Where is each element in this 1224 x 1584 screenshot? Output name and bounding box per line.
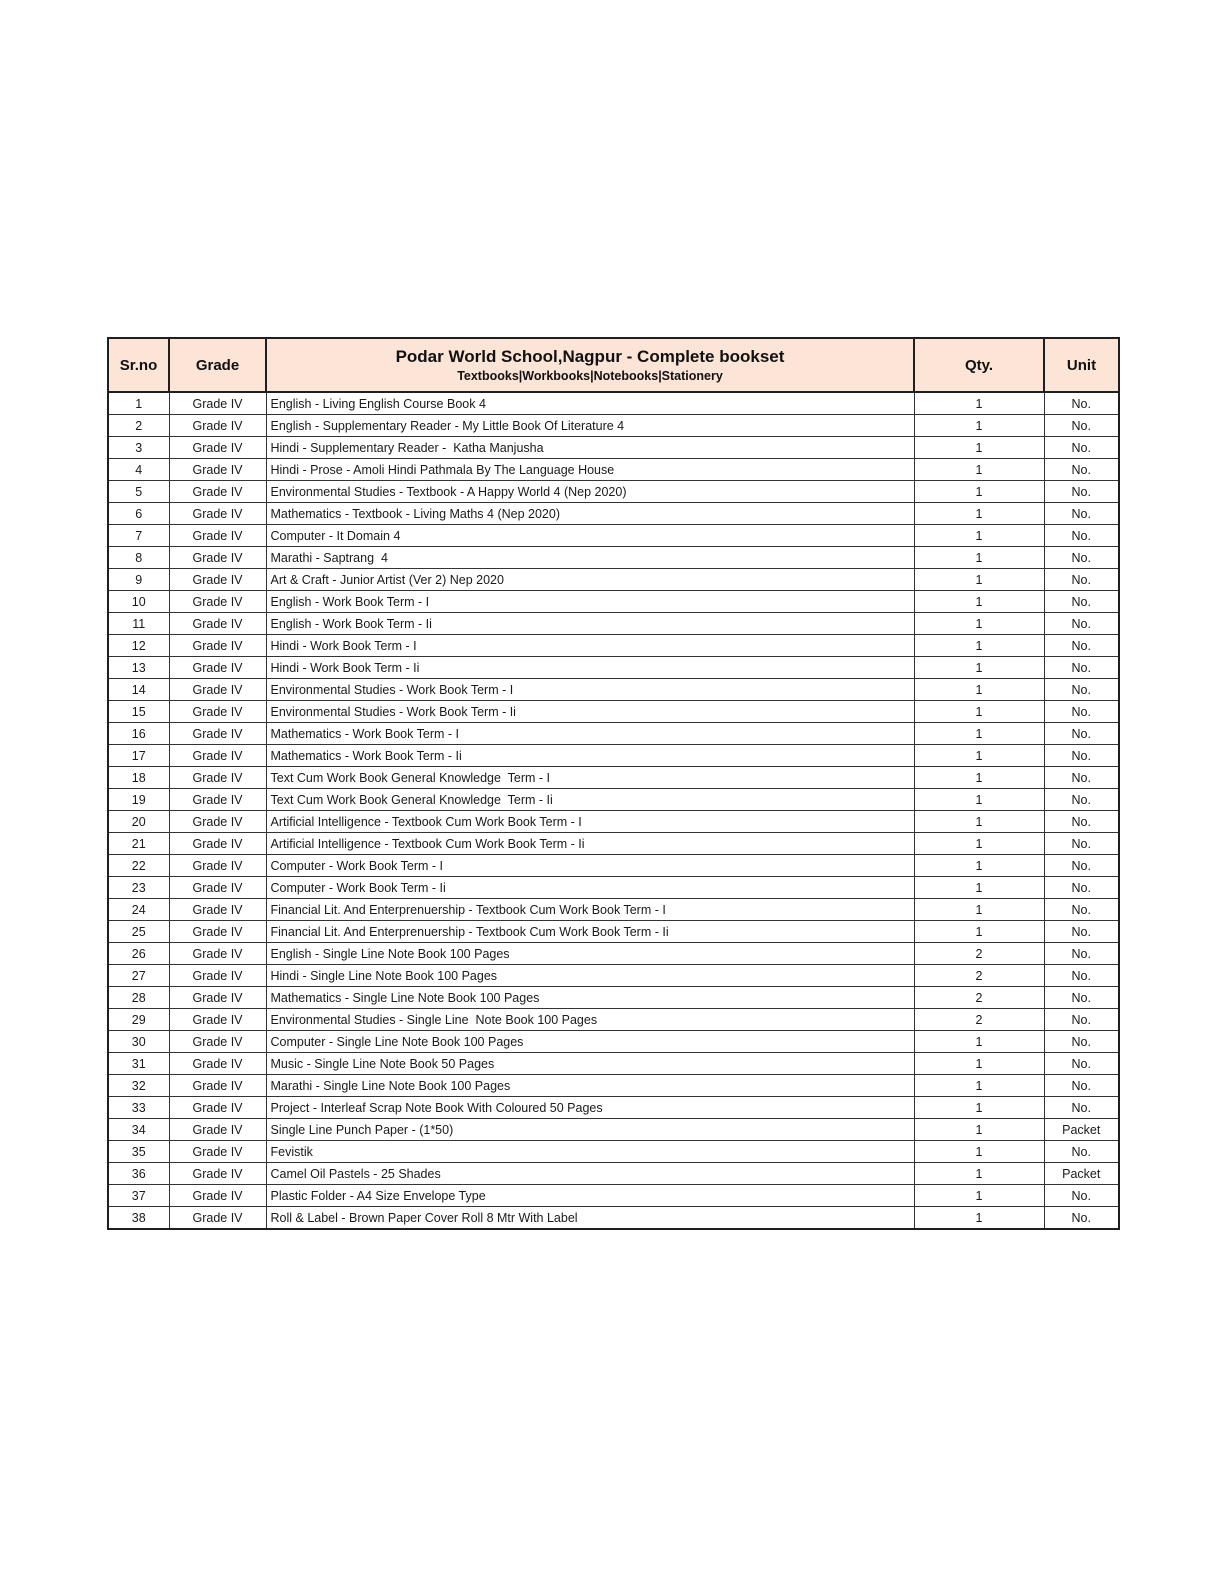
cell-qty: 1 [914, 392, 1044, 415]
cell-srno: 21 [108, 833, 169, 855]
cell-unit: No. [1044, 767, 1119, 789]
cell-item: Music - Single Line Note Book 50 Pages [266, 1053, 914, 1075]
cell-qty: 2 [914, 1009, 1044, 1031]
header-row [108, 338, 1119, 392]
cell-item: English - Single Line Note Book 100 Pages [266, 943, 914, 965]
cell-item: English - Supplementary Reader - My Little Book Of Literature 4 [266, 415, 914, 437]
table-title: Podar World School,Nagpur - Complete bookset [395, 346, 785, 366]
table-row [108, 437, 1119, 459]
table-row [108, 811, 1119, 833]
cell-item: Hindi - Work Book Term - Ii [266, 657, 914, 679]
cell-srno: 4 [108, 459, 169, 481]
cell-unit: No. [1044, 789, 1119, 811]
cell-item: Hindi - Work Book Term - I [266, 635, 914, 657]
table-subtitle: Textbooks|Workbooks|Notebooks|Stationery [457, 368, 723, 383]
cell-srno: 34 [108, 1119, 169, 1141]
cell-srno: 36 [108, 1163, 169, 1185]
table-header [108, 338, 1119, 392]
table-row [108, 503, 1119, 525]
table-row [108, 833, 1119, 855]
cell-grade: Grade IV [169, 723, 266, 745]
cell-grade: Grade IV [169, 943, 266, 965]
cell-item: Computer - Work Book Term - Ii [266, 877, 914, 899]
cell-grade: Grade IV [169, 437, 266, 459]
cell-grade: Grade IV [169, 1075, 266, 1097]
cell-grade: Grade IV [169, 899, 266, 921]
cell-unit: No. [1044, 1053, 1119, 1075]
cell-grade: Grade IV [169, 767, 266, 789]
cell-item: Environmental Studies - Textbook - A Happy World 4 (Nep 2020) [266, 481, 914, 503]
cell-unit: No. [1044, 723, 1119, 745]
cell-unit: No. [1044, 392, 1119, 415]
cell-grade: Grade IV [169, 392, 266, 415]
cell-qty: 1 [914, 437, 1044, 459]
cell-unit: No. [1044, 459, 1119, 481]
cell-srno: 27 [108, 965, 169, 987]
table-row [108, 745, 1119, 767]
cell-qty: 1 [914, 1075, 1044, 1097]
table-row [108, 723, 1119, 745]
cell-unit: No. [1044, 613, 1119, 635]
table-row [108, 525, 1119, 547]
cell-item: Environmental Studies - Work Book Term - Ii [266, 701, 914, 723]
cell-grade: Grade IV [169, 635, 266, 657]
cell-qty: 1 [914, 855, 1044, 877]
cell-grade: Grade IV [169, 1207, 266, 1230]
cell-qty: 1 [914, 1031, 1044, 1053]
table-row [108, 481, 1119, 503]
table-row [108, 613, 1119, 635]
cell-qty: 1 [914, 921, 1044, 943]
cell-qty: 1 [914, 833, 1044, 855]
cell-grade: Grade IV [169, 1053, 266, 1075]
cell-item: Computer - Single Line Note Book 100 Pages [266, 1031, 914, 1053]
header-grade: Grade [169, 338, 266, 392]
cell-item: Financial Lit. And Enterprenuership - Textbook Cum Work Book Term - Ii [266, 921, 914, 943]
cell-unit: No. [1044, 877, 1119, 899]
cell-grade: Grade IV [169, 855, 266, 877]
table-row [108, 1185, 1119, 1207]
cell-qty: 1 [914, 635, 1044, 657]
cell-srno: 1 [108, 392, 169, 415]
cell-srno: 6 [108, 503, 169, 525]
table-row [108, 767, 1119, 789]
cell-srno: 20 [108, 811, 169, 833]
table-row [108, 1097, 1119, 1119]
cell-grade: Grade IV [169, 1163, 266, 1185]
cell-item: Artificial Intelligence - Textbook Cum Work Book Term - Ii [266, 833, 914, 855]
cell-qty: 2 [914, 987, 1044, 1009]
cell-srno: 19 [108, 789, 169, 811]
table-row [108, 1053, 1119, 1075]
cell-grade: Grade IV [169, 415, 266, 437]
table-row [108, 1031, 1119, 1053]
cell-grade: Grade IV [169, 789, 266, 811]
cell-qty: 2 [914, 965, 1044, 987]
cell-unit: No. [1044, 437, 1119, 459]
cell-grade: Grade IV [169, 1097, 266, 1119]
cell-qty: 1 [914, 1185, 1044, 1207]
cell-item: Mathematics - Work Book Term - Ii [266, 745, 914, 767]
cell-grade: Grade IV [169, 481, 266, 503]
cell-srno: 16 [108, 723, 169, 745]
cell-unit: No. [1044, 987, 1119, 1009]
table-row [108, 899, 1119, 921]
cell-srno: 12 [108, 635, 169, 657]
cell-srno: 3 [108, 437, 169, 459]
table-row [108, 1207, 1119, 1230]
cell-unit: No. [1044, 943, 1119, 965]
table-row [108, 877, 1119, 899]
cell-item: English - Work Book Term - Ii [266, 613, 914, 635]
cell-unit: No. [1044, 1185, 1119, 1207]
cell-item: Single Line Punch Paper - (1*50) [266, 1119, 914, 1141]
table-row [108, 965, 1119, 987]
table-row [108, 459, 1119, 481]
cell-unit: No. [1044, 855, 1119, 877]
cell-srno: 25 [108, 921, 169, 943]
table-row [108, 547, 1119, 569]
table-row [108, 921, 1119, 943]
cell-grade: Grade IV [169, 1185, 266, 1207]
cell-srno: 31 [108, 1053, 169, 1075]
cell-unit: No. [1044, 657, 1119, 679]
cell-qty: 1 [914, 547, 1044, 569]
cell-grade: Grade IV [169, 613, 266, 635]
cell-srno: 32 [108, 1075, 169, 1097]
cell-srno: 30 [108, 1031, 169, 1053]
cell-unit: No. [1044, 481, 1119, 503]
table-row [108, 657, 1119, 679]
cell-item: English - Living English Course Book 4 [266, 392, 914, 415]
cell-qty: 2 [914, 943, 1044, 965]
cell-grade: Grade IV [169, 987, 266, 1009]
table-row [108, 569, 1119, 591]
cell-item: Hindi - Prose - Amoli Hindi Pathmala By The Language House [266, 459, 914, 481]
cell-qty: 1 [914, 789, 1044, 811]
cell-qty: 1 [914, 1119, 1044, 1141]
cell-item: Artificial Intelligence - Textbook Cum Work Book Term - I [266, 811, 914, 833]
cell-qty: 1 [914, 745, 1044, 767]
table-row [108, 1119, 1119, 1141]
cell-grade: Grade IV [169, 701, 266, 723]
cell-srno: 26 [108, 943, 169, 965]
cell-unit: Packet [1044, 1163, 1119, 1185]
cell-grade: Grade IV [169, 1141, 266, 1163]
cell-srno: 2 [108, 415, 169, 437]
cell-unit: No. [1044, 701, 1119, 723]
cell-qty: 1 [914, 877, 1044, 899]
cell-qty: 1 [914, 613, 1044, 635]
cell-unit: No. [1044, 811, 1119, 833]
cell-unit: No. [1044, 415, 1119, 437]
cell-srno: 5 [108, 481, 169, 503]
cell-grade: Grade IV [169, 965, 266, 987]
cell-srno: 10 [108, 591, 169, 613]
cell-qty: 1 [914, 811, 1044, 833]
table-row [108, 591, 1119, 613]
cell-qty: 1 [914, 1163, 1044, 1185]
cell-qty: 1 [914, 899, 1044, 921]
cell-srno: 15 [108, 701, 169, 723]
cell-unit: No. [1044, 547, 1119, 569]
cell-grade: Grade IV [169, 657, 266, 679]
cell-unit: No. [1044, 1075, 1119, 1097]
cell-item: Environmental Studies - Work Book Term - I [266, 679, 914, 701]
table-row [108, 415, 1119, 437]
cell-item: Computer - Work Book Term - I [266, 855, 914, 877]
cell-srno: 24 [108, 899, 169, 921]
booklist-body [108, 392, 1119, 1229]
table-row [108, 943, 1119, 965]
cell-qty: 1 [914, 1097, 1044, 1119]
cell-grade: Grade IV [169, 745, 266, 767]
cell-item: Camel Oil Pastels - 25 Shades [266, 1163, 914, 1185]
cell-qty: 1 [914, 767, 1044, 789]
header-title-cell [266, 338, 914, 392]
cell-unit: No. [1044, 1207, 1119, 1230]
cell-grade: Grade IV [169, 811, 266, 833]
cell-srno: 8 [108, 547, 169, 569]
table-row [108, 855, 1119, 877]
cell-item: Marathi - Saptrang 4 [266, 547, 914, 569]
cell-qty: 1 [914, 657, 1044, 679]
cell-item: English - Work Book Term - I [266, 591, 914, 613]
cell-item: Hindi - Single Line Note Book 100 Pages [266, 965, 914, 987]
cell-item: Project - Interleaf Scrap Note Book With Coloured 50 Pages [266, 1097, 914, 1119]
cell-srno: 14 [108, 679, 169, 701]
cell-qty: 1 [914, 701, 1044, 723]
cell-srno: 7 [108, 525, 169, 547]
cell-qty: 1 [914, 415, 1044, 437]
table-row [108, 635, 1119, 657]
cell-item: Text Cum Work Book General Knowledge Term - Ii [266, 789, 914, 811]
cell-grade: Grade IV [169, 833, 266, 855]
cell-unit: Packet [1044, 1119, 1119, 1141]
cell-item: Art & Craft - Junior Artist (Ver 2) Nep 2020 [266, 569, 914, 591]
cell-item: Computer - It Domain 4 [266, 525, 914, 547]
cell-item: Marathi - Single Line Note Book 100 Pages [266, 1075, 914, 1097]
cell-grade: Grade IV [169, 1009, 266, 1031]
cell-item: Mathematics - Single Line Note Book 100 Pages [266, 987, 914, 1009]
table-row [108, 392, 1119, 415]
cell-grade: Grade IV [169, 1119, 266, 1141]
cell-qty: 1 [914, 459, 1044, 481]
cell-unit: No. [1044, 1141, 1119, 1163]
cell-srno: 33 [108, 1097, 169, 1119]
cell-srno: 17 [108, 745, 169, 767]
cell-qty: 1 [914, 679, 1044, 701]
cell-srno: 11 [108, 613, 169, 635]
table-row [108, 679, 1119, 701]
cell-unit: No. [1044, 965, 1119, 987]
table-row [108, 789, 1119, 811]
cell-item: Fevistik [266, 1141, 914, 1163]
cell-grade: Grade IV [169, 569, 266, 591]
cell-grade: Grade IV [169, 525, 266, 547]
table-row [108, 701, 1119, 723]
cell-qty: 1 [914, 569, 1044, 591]
cell-item: Mathematics - Textbook - Living Maths 4 (Nep 2020) [266, 503, 914, 525]
cell-srno: 13 [108, 657, 169, 679]
cell-unit: No. [1044, 635, 1119, 657]
cell-unit: No. [1044, 1097, 1119, 1119]
cell-srno: 28 [108, 987, 169, 1009]
header-qty: Qty. [914, 338, 1044, 392]
cell-item: Financial Lit. And Enterprenuership - Textbook Cum Work Book Term - I [266, 899, 914, 921]
header-srno: Sr.no [108, 338, 169, 392]
cell-unit: No. [1044, 591, 1119, 613]
cell-qty: 1 [914, 1207, 1044, 1230]
cell-item: Text Cum Work Book General Knowledge Term - I [266, 767, 914, 789]
cell-grade: Grade IV [169, 1031, 266, 1053]
cell-qty: 1 [914, 723, 1044, 745]
cell-grade: Grade IV [169, 921, 266, 943]
cell-srno: 18 [108, 767, 169, 789]
cell-unit: No. [1044, 833, 1119, 855]
cell-unit: No. [1044, 745, 1119, 767]
cell-grade: Grade IV [169, 591, 266, 613]
cell-qty: 1 [914, 1053, 1044, 1075]
cell-item: Mathematics - Work Book Term - I [266, 723, 914, 745]
booklist-table-container [107, 337, 1118, 1230]
cell-qty: 1 [914, 525, 1044, 547]
header-unit: Unit [1044, 338, 1119, 392]
table-row [108, 987, 1119, 1009]
cell-item: Roll & Label - Brown Paper Cover Roll 8 Mtr With Label [266, 1207, 914, 1230]
cell-srno: 37 [108, 1185, 169, 1207]
cell-item: Hindi - Supplementary Reader - Katha Manjusha [266, 437, 914, 459]
cell-qty: 1 [914, 1141, 1044, 1163]
cell-qty: 1 [914, 481, 1044, 503]
cell-unit: No. [1044, 1031, 1119, 1053]
cell-unit: No. [1044, 503, 1119, 525]
cell-item: Plastic Folder - A4 Size Envelope Type [266, 1185, 914, 1207]
cell-unit: No. [1044, 679, 1119, 701]
cell-srno: 29 [108, 1009, 169, 1031]
cell-item: Environmental Studies - Single Line Note Book 100 Pages [266, 1009, 914, 1031]
cell-srno: 23 [108, 877, 169, 899]
cell-srno: 22 [108, 855, 169, 877]
cell-unit: No. [1044, 921, 1119, 943]
cell-unit: No. [1044, 1009, 1119, 1031]
table-row [108, 1075, 1119, 1097]
cell-grade: Grade IV [169, 877, 266, 899]
table-row [108, 1163, 1119, 1185]
booklist-table [107, 337, 1120, 1230]
cell-srno: 38 [108, 1207, 169, 1230]
cell-grade: Grade IV [169, 503, 266, 525]
cell-qty: 1 [914, 591, 1044, 613]
cell-qty: 1 [914, 503, 1044, 525]
cell-unit: No. [1044, 525, 1119, 547]
cell-unit: No. [1044, 899, 1119, 921]
table-row [108, 1141, 1119, 1163]
cell-grade: Grade IV [169, 547, 266, 569]
cell-unit: No. [1044, 569, 1119, 591]
cell-grade: Grade IV [169, 459, 266, 481]
table-row [108, 1009, 1119, 1031]
cell-grade: Grade IV [169, 679, 266, 701]
cell-srno: 35 [108, 1141, 169, 1163]
cell-srno: 9 [108, 569, 169, 591]
